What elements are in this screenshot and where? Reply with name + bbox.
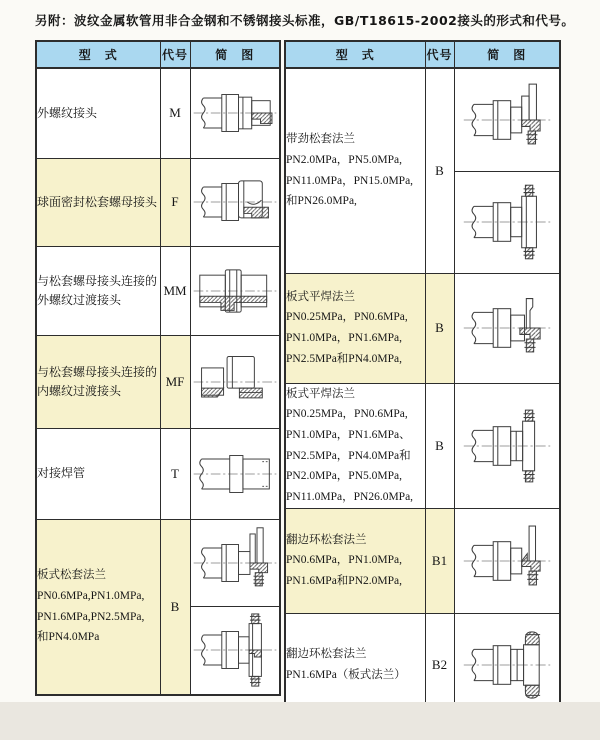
type-line: PN1.6MPa,PN2.5MPa,: [37, 610, 145, 623]
fitting-code-cell: B: [425, 273, 454, 383]
table-row: [36, 68, 280, 158]
type-line: 板式平焊法兰: [286, 290, 355, 303]
fitting-code-cell: B1: [425, 508, 454, 613]
fitting-type-lines: [286, 644, 425, 685]
table-row: [285, 383, 560, 508]
fitting-code-cell: B: [160, 519, 190, 695]
type-line: 板式平焊法兰: [286, 387, 355, 400]
page-title: 另附：波纹金属软管用非合金钢和不锈钢接头标准，GB/T18615-2002接头的形式和代号。: [35, 13, 575, 28]
type-line: 翻边环松套法兰: [286, 648, 367, 661]
diagram-cell: [454, 273, 560, 383]
fitting-code-cell: B: [425, 68, 454, 273]
diagram-cell: [190, 158, 280, 246]
flanged-ring-loose-flange-diagram: [461, 515, 553, 607]
type-line: 和PN26.0MPa,: [286, 195, 357, 208]
type-line: PN2.5MPa和PN4.0MPa,: [286, 352, 402, 365]
type-line: PN0.6MPa，PN1.0MPa,: [286, 554, 402, 567]
type-line: 带劲松套法兰: [286, 133, 355, 146]
plate-loose-flange-a-diagram: [191, 523, 279, 603]
table-row: [285, 68, 560, 171]
fitting-code-cell: T: [160, 428, 190, 519]
butt-weld-pipe-diagram: [191, 434, 279, 514]
diagram-cell: [190, 246, 280, 335]
table-row: [285, 508, 560, 613]
fitting-code-cell: B2: [425, 613, 454, 717]
flanged-ring-plate-flange-diagram: [461, 619, 553, 711]
female-thread-transition-fitting-diagram: [191, 342, 279, 422]
page-margin-bottom: [0, 702, 600, 740]
type-line: 和PN4.0MPa: [37, 631, 100, 644]
fitting-code-cell: B: [425, 383, 454, 508]
table-row: [36, 246, 280, 335]
type-line: PN2.0MPa，PN5.0MPa,: [286, 470, 402, 483]
diagram-cell: [190, 68, 280, 158]
type-line: PN0.25MPa，PN0.6MPa,: [286, 408, 408, 421]
fitting-type-cell: 与松套螺母接头连接的外螺纹过渡接头: [36, 246, 160, 335]
type-line: PN2.0MPa，PN5.0MPa,: [286, 154, 402, 167]
type-line: PN11.0MPa，PN15.0MPa,: [286, 174, 414, 187]
fitting-type-cell: 与松套螺母接头连接的内螺纹过渡接头: [36, 335, 160, 428]
neck-loose-flange-b-diagram: [461, 175, 553, 269]
table-row: [36, 519, 280, 606]
fitting-code-cell: M: [160, 68, 190, 158]
plate-weld-flange-a-diagram: [461, 282, 553, 374]
fitting-code-cell: F: [160, 158, 190, 246]
diagram-cell: [190, 606, 280, 695]
fitting-table-right: [284, 40, 561, 718]
fitting-type-cell: 外螺纹接头: [36, 68, 160, 158]
fitting-type-cell: [285, 383, 425, 508]
male-thread-fitting-diagram: [191, 73, 279, 153]
type-line: PN1.0MPa，PN1.6MPa、: [286, 428, 411, 441]
fitting-type-cell: 球面密封松套螺母接头: [36, 158, 160, 246]
col-header-type: 型 式: [285, 41, 425, 68]
type-line: PN0.25MPa，PN0.6MPa,: [286, 311, 408, 324]
type-line: PN0.6MPa,PN1.0MPa,: [37, 590, 145, 603]
fitting-type-cell: [285, 273, 425, 383]
fitting-type-cell: 对接焊管: [36, 428, 160, 519]
col-header-code: 代号: [425, 41, 454, 68]
fitting-type-lines: [286, 129, 425, 212]
col-header-diagram: 简 图: [190, 41, 280, 68]
diagram-cell: [190, 335, 280, 428]
diagram-cell: [454, 171, 560, 273]
type-line: 板式松套法兰: [37, 569, 106, 582]
fitting-table-left: [35, 40, 281, 696]
spherical-seal-loose-nut-fitting-diagram: [191, 162, 279, 242]
table-row: [36, 428, 280, 519]
fitting-type-cell: [36, 519, 160, 695]
diagram-cell: [454, 383, 560, 508]
col-header-diagram: 简 图: [454, 41, 560, 68]
type-line: PN11.0MPa，PN26.0MPa,: [286, 490, 414, 503]
diagram-cell: [190, 519, 280, 606]
col-header-type: 型 式: [36, 41, 160, 68]
col-header-code: 代号: [160, 41, 190, 68]
neck-loose-flange-a-diagram: [461, 73, 553, 167]
male-thread-transition-fitting-diagram: [191, 251, 279, 331]
header-row: [36, 41, 280, 68]
fitting-type-lines: [286, 287, 425, 370]
fitting-type-lines: [286, 384, 425, 508]
fitting-code-cell: MF: [160, 335, 190, 428]
fitting-type-cell: [285, 68, 425, 273]
fitting-type-cell: [285, 508, 425, 613]
table-row: [36, 158, 280, 246]
diagram-cell: [190, 428, 280, 519]
type-line: PN2.5MPa，PN4.0MPa和: [286, 449, 411, 462]
type-line: PN1.6MPa和PN2.0MPa,: [286, 574, 402, 587]
diagram-cell: [454, 508, 560, 613]
type-line: PN1.0MPa，PN1.6MPa,: [286, 332, 402, 344]
fitting-type-lines: [286, 530, 425, 592]
table-row: [285, 273, 560, 383]
table-row: [36, 335, 280, 428]
type-line: PN1.6MPa（板式法兰）: [286, 668, 406, 681]
type-line: 翻边环松套法兰: [286, 533, 367, 546]
plate-loose-flange-b-diagram: [191, 609, 279, 691]
plate-weld-flange-b-diagram: [461, 400, 553, 492]
fitting-type-lines: [37, 565, 160, 648]
header-row: [285, 41, 560, 68]
diagram-cell: [454, 68, 560, 171]
fitting-code-cell: MM: [160, 246, 190, 335]
